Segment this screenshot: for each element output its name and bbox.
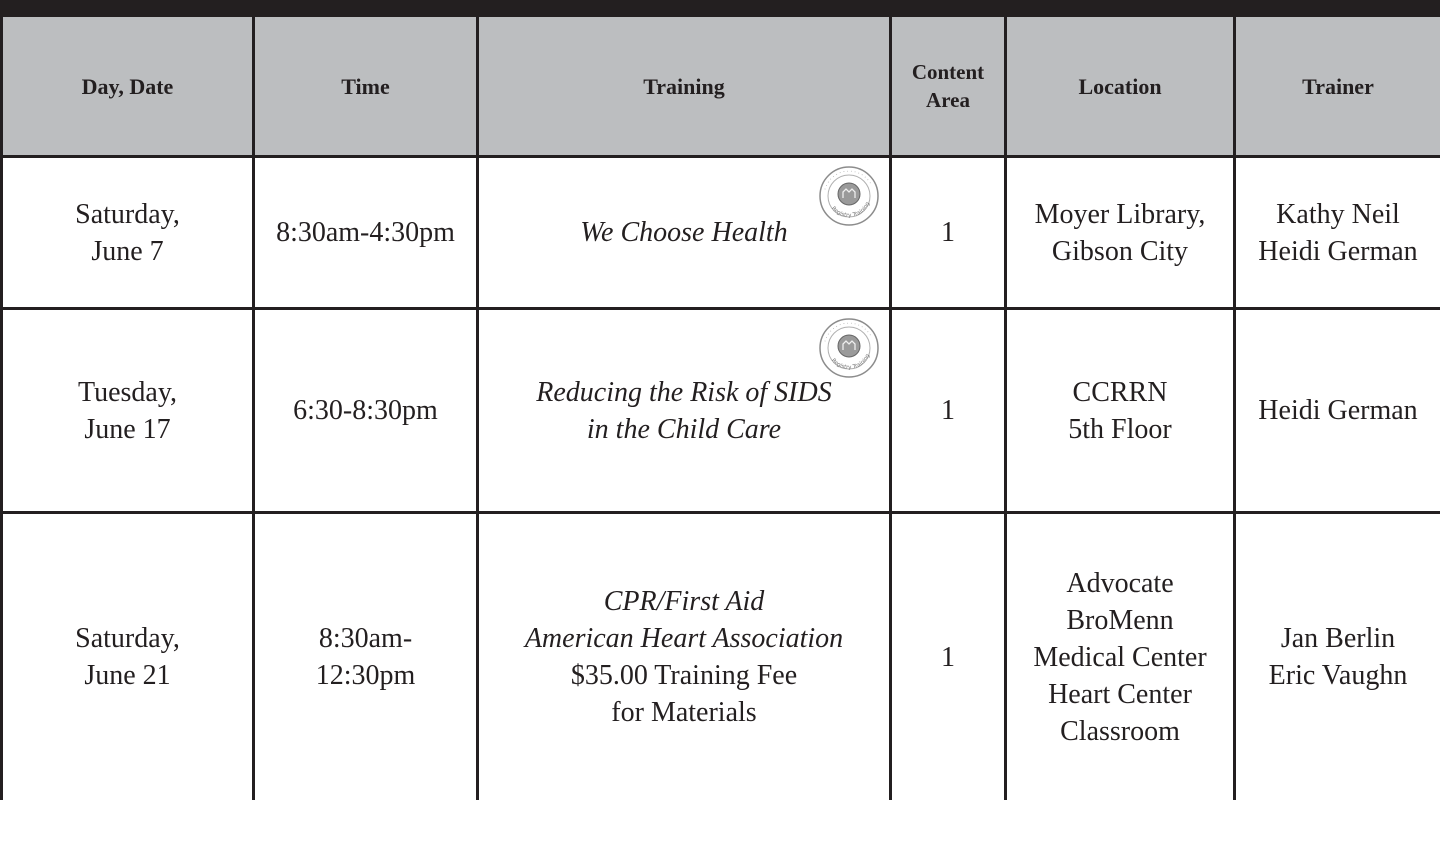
top-border-bar: [0, 0, 1440, 14]
content-area-cell: 1: [891, 309, 1006, 513]
trainer-name: Heidi German: [1258, 235, 1418, 267]
header-training: Training: [478, 16, 891, 157]
location-line: Heart Center: [1048, 678, 1192, 710]
registry-seal-icon: [817, 164, 881, 228]
location-line: Advocate: [1066, 567, 1174, 599]
table-row: [2, 157, 1440, 309]
training-title: Reducing the Risk of SIDS: [536, 376, 832, 408]
table-row: [2, 513, 1440, 801]
day-date-cell: [2, 309, 254, 513]
location-line: Gibson City: [1051, 235, 1189, 267]
trainer-cell: [1235, 157, 1440, 309]
training-title: We Choose Health: [580, 217, 788, 248]
location-cell: [1006, 513, 1235, 801]
trainer-name: Heidi German: [1258, 395, 1418, 426]
training-fee: for Materials: [611, 697, 757, 728]
trainer-name: Kathy Neil: [1276, 198, 1400, 230]
trainer-cell: [1235, 309, 1440, 513]
content-area-cell: 1: [891, 157, 1006, 309]
trainer-name: Eric Vaughn: [1268, 660, 1408, 691]
svg-text:· · · · · · · · · · · · · · ·: · · · · · · · · · · · · · · · ·: [822, 168, 873, 191]
trainer-name: Jan Berlin: [1280, 623, 1396, 654]
location-line: BroMenn: [1066, 604, 1174, 636]
training-title: American Heart Association: [524, 623, 844, 654]
header-content-area: [891, 16, 1006, 157]
training-fee: $35.00 Training Fee: [570, 660, 798, 691]
svg-text:· · · · · · · · · · · · · · ·: · · · · · · · · · · · · · · · ·: [822, 320, 873, 343]
date-text: June 7: [91, 235, 164, 267]
header-content-area-line2: Area: [926, 88, 970, 112]
time-text: 8:30am-: [318, 623, 413, 654]
day-text: Tuesday,: [77, 376, 178, 408]
location-line: Medical Center: [1033, 641, 1207, 673]
header-day-date: Day, Date: [2, 16, 254, 157]
time-text: 12:30pm: [315, 660, 416, 691]
header-location: Location: [1006, 16, 1235, 157]
time-text: 8:30am-4:30pm: [276, 217, 455, 248]
day-text: Saturday,: [75, 623, 180, 654]
trainer-cell: [1235, 513, 1440, 801]
training-cell: [478, 513, 891, 801]
header-trainer: Trainer: [1235, 16, 1440, 157]
date-text: June 17: [84, 413, 171, 445]
day-date-cell: [2, 157, 254, 309]
day-text: Saturday,: [75, 198, 180, 230]
training-title: in the Child Care: [586, 413, 782, 445]
training-cell: [478, 309, 891, 513]
day-date-cell: [2, 513, 254, 801]
location-line: Classroom: [1060, 715, 1180, 747]
time-cell: [254, 309, 478, 513]
location-cell: [1006, 157, 1235, 309]
location-cell: [1006, 309, 1235, 513]
location-line: 5th Floor: [1068, 413, 1172, 445]
table-header-row: [2, 16, 1440, 157]
training-cell: [478, 157, 891, 309]
time-text: 6:30-8:30pm: [293, 395, 438, 426]
header-content-area-line1: Content: [911, 60, 985, 84]
content-area-cell: 1: [891, 513, 1006, 801]
table-row: [2, 309, 1440, 513]
svg-text:Registry Training Approved: Registry Training: [830, 353, 872, 371]
location-line: Moyer Library,: [1034, 198, 1206, 230]
header-time: Time: [254, 16, 478, 157]
training-title: CPR/First Aid: [603, 586, 765, 617]
date-text: June 21: [84, 660, 171, 691]
time-cell: [254, 513, 478, 801]
location-line: CCRRN: [1072, 376, 1168, 408]
time-cell: [254, 157, 478, 309]
registry-seal-icon: [817, 316, 881, 380]
training-schedule-table: [0, 14, 1440, 800]
svg-text:Registry Training Approved: Registry Training: [830, 201, 872, 219]
